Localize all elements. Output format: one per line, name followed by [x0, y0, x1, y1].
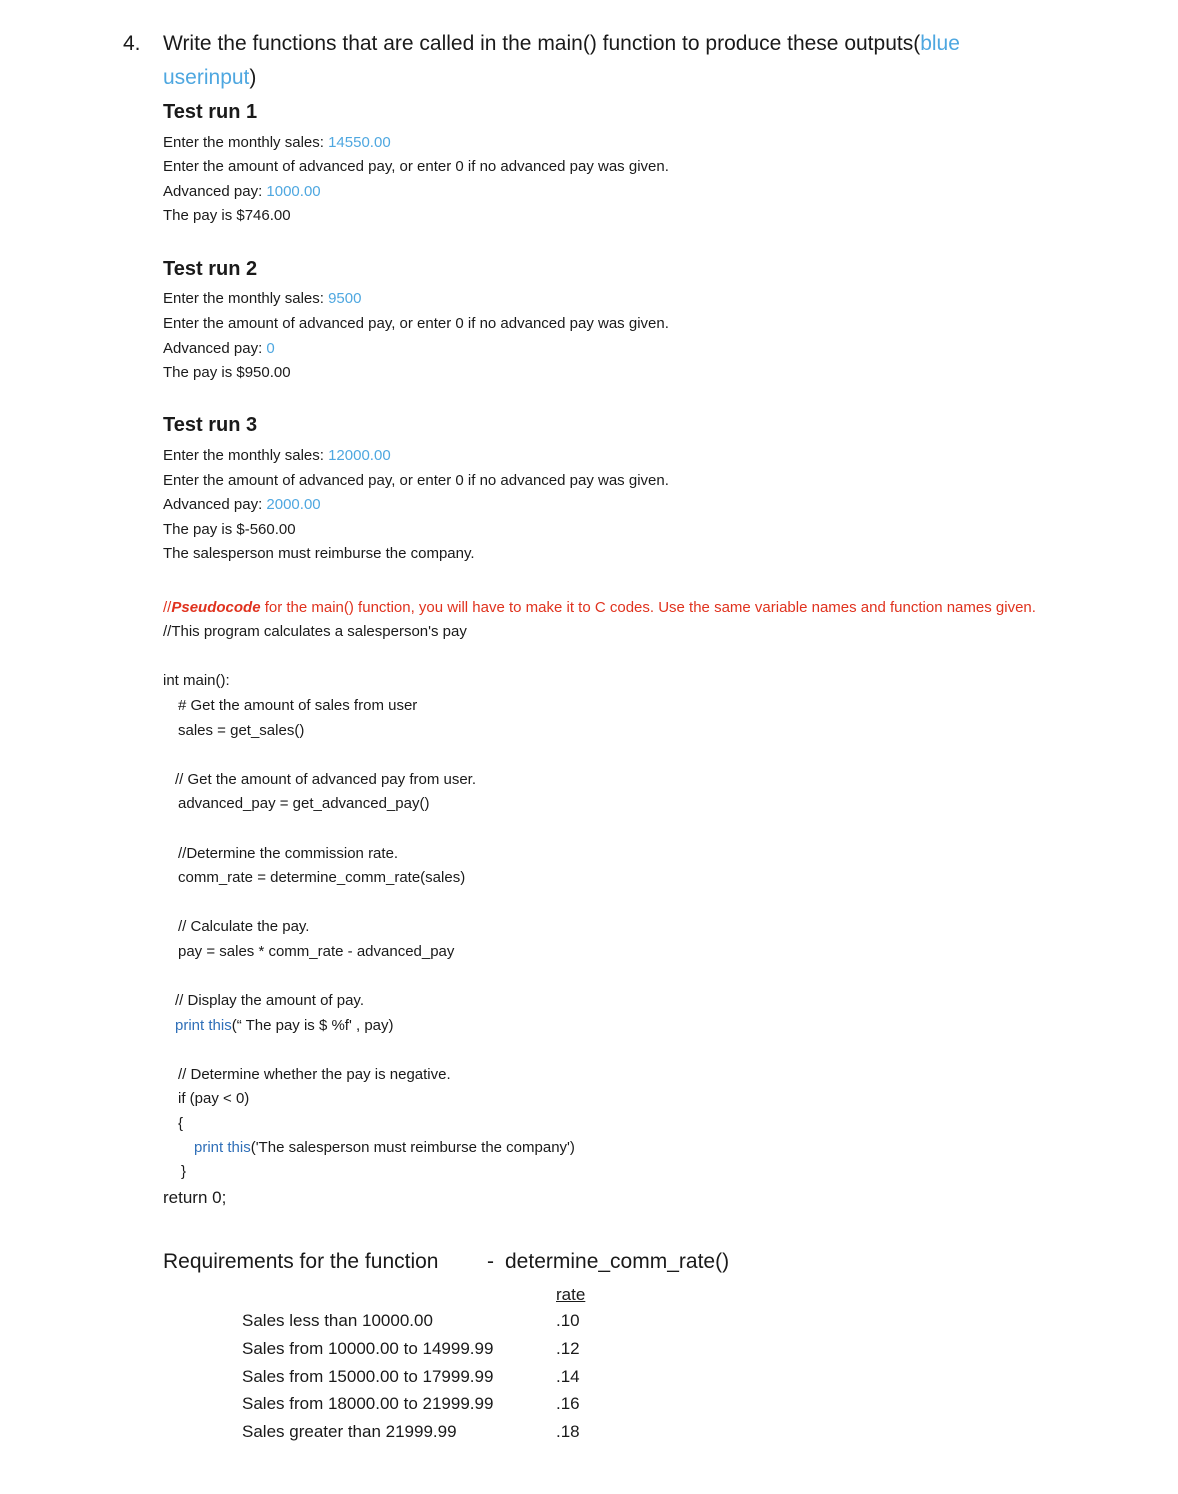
pseudocode-word: Pseudocode [171, 599, 261, 616]
print-args: ('The salesperson must reimburse the company') [250, 1139, 575, 1156]
requirement-row-rate: .16 [556, 1394, 580, 1413]
question-number: 4. [123, 32, 141, 55]
test-run-2-advance-line [163, 340, 275, 357]
requirement-row-rate: .18 [556, 1422, 580, 1441]
test-run-3-heading: Test run 3 [163, 414, 258, 436]
code-comment-negative: // Determine whether the pay is negative. [178, 1066, 451, 1083]
code-line-print-pay [175, 1017, 394, 1034]
advance-input-value: 1000.00 [266, 183, 321, 200]
test-run-3-advance-prompt: Enter the amount of advanced pay, or enter 0 if no advanced pay was given. [163, 472, 669, 489]
code-line-print-reimburse [194, 1139, 575, 1156]
print-args: (“ The pay is $ %f' , pay) [231, 1017, 394, 1034]
advance-label: Advanced pay: [163, 183, 267, 200]
pseudocode-slashes: // [163, 599, 172, 616]
requirement-row-rate: .14 [556, 1367, 580, 1386]
code-return: return 0; [163, 1188, 227, 1207]
test-run-2-advance-prompt: Enter the amount of advanced pay, or enter 0 if no advanced pay was given. [163, 315, 669, 332]
program-description-comment: //This program calculates a salesperson's pay [163, 623, 467, 640]
test-run-3-sales-line [163, 447, 391, 464]
question-text: Write the functions that are called in the main() function to produce these outputs( [163, 32, 921, 55]
test-run-2-heading: Test run 2 [163, 258, 258, 280]
test-run-3-advance-line [163, 496, 321, 513]
code-close-brace: } [181, 1163, 187, 1180]
code-comment-calc: // Calculate the pay. [178, 918, 310, 935]
main-signature: int main(): [163, 672, 230, 689]
advance-label: Advanced pay: [163, 340, 267, 357]
code-line-calc: pay = sales * comm_rate - advanced_pay [178, 943, 455, 960]
code-line-sales: sales = get_sales() [178, 722, 305, 739]
requirement-row-label: Sales from 18000.00 to 21999.99 [242, 1394, 494, 1413]
rate-column-header: rate [556, 1285, 586, 1304]
code-comment-sales: # Get the amount of sales from user [178, 697, 418, 714]
question-userinput-word: userinput [163, 66, 250, 89]
question-text-line1 [163, 32, 960, 56]
sales-input-value: 9500 [328, 290, 362, 307]
requirements-dash: - [487, 1250, 494, 1273]
code-line-if: if (pay < 0) [178, 1090, 250, 1107]
requirements-title: Requirements for the function [163, 1250, 439, 1273]
code-comment-display: // Display the amount of pay. [175, 992, 364, 1009]
pseudocode-instruction [163, 599, 1036, 616]
test-run-1-advance-prompt: Enter the amount of advanced pay, or enter 0 if no advanced pay was given. [163, 158, 669, 175]
code-line-rate: comm_rate = determine_comm_rate(sales) [178, 869, 466, 886]
advance-input-value: 2000.00 [266, 496, 321, 513]
pseudocode-rest: for the main() function, you will have to make it to C codes. Use the same variable names and function names given. [260, 599, 1036, 616]
question-blue-word: blue [920, 32, 960, 55]
test-run-1-sales-line [163, 134, 391, 151]
test-run-1-advance-line [163, 183, 321, 200]
question-close-paren: ) [249, 66, 257, 89]
requirement-row-label: Sales from 15000.00 to 17999.99 [242, 1367, 494, 1386]
requirement-row-rate: .12 [556, 1339, 580, 1358]
requirement-row-label: Sales from 10000.00 to 14999.99 [242, 1339, 494, 1358]
test-run-3-reimburse-line: The salesperson must reimburse the company. [163, 545, 475, 562]
test-run-2-sales-line [163, 290, 361, 307]
sales-prompt: Enter the monthly sales: [163, 290, 329, 307]
test-run-2-pay-line: The pay is $950.00 [163, 364, 291, 381]
question-text-line2 [163, 66, 256, 90]
test-run-1-pay-line: The pay is $746.00 [163, 207, 291, 224]
code-open-brace: { [178, 1115, 184, 1132]
sales-input-value: 14550.00 [328, 134, 391, 151]
requirement-row-label: Sales greater than 21999.99 [242, 1422, 457, 1441]
advance-label: Advanced pay: [163, 496, 267, 513]
requirements-function-name: determine_comm_rate() [505, 1250, 730, 1273]
advance-input-value: 0 [266, 340, 275, 357]
sales-input-value: 12000.00 [328, 447, 391, 464]
sales-prompt: Enter the monthly sales: [163, 134, 329, 151]
code-comment-rate: //Determine the commission rate. [178, 845, 399, 862]
code-line-advance: advanced_pay = get_advanced_pay() [178, 795, 430, 812]
print-keyword: print this [175, 1017, 232, 1034]
requirement-row-label: Sales less than 10000.00 [242, 1311, 433, 1330]
code-comment-advance: // Get the amount of advanced pay from user. [175, 771, 477, 788]
print-keyword: print this [194, 1139, 251, 1156]
requirement-row-rate: .10 [556, 1311, 580, 1330]
sales-prompt: Enter the monthly sales: [163, 447, 329, 464]
test-run-3-pay-line: The pay is $-560.00 [163, 521, 296, 538]
test-run-1-heading: Test run 1 [163, 101, 258, 123]
